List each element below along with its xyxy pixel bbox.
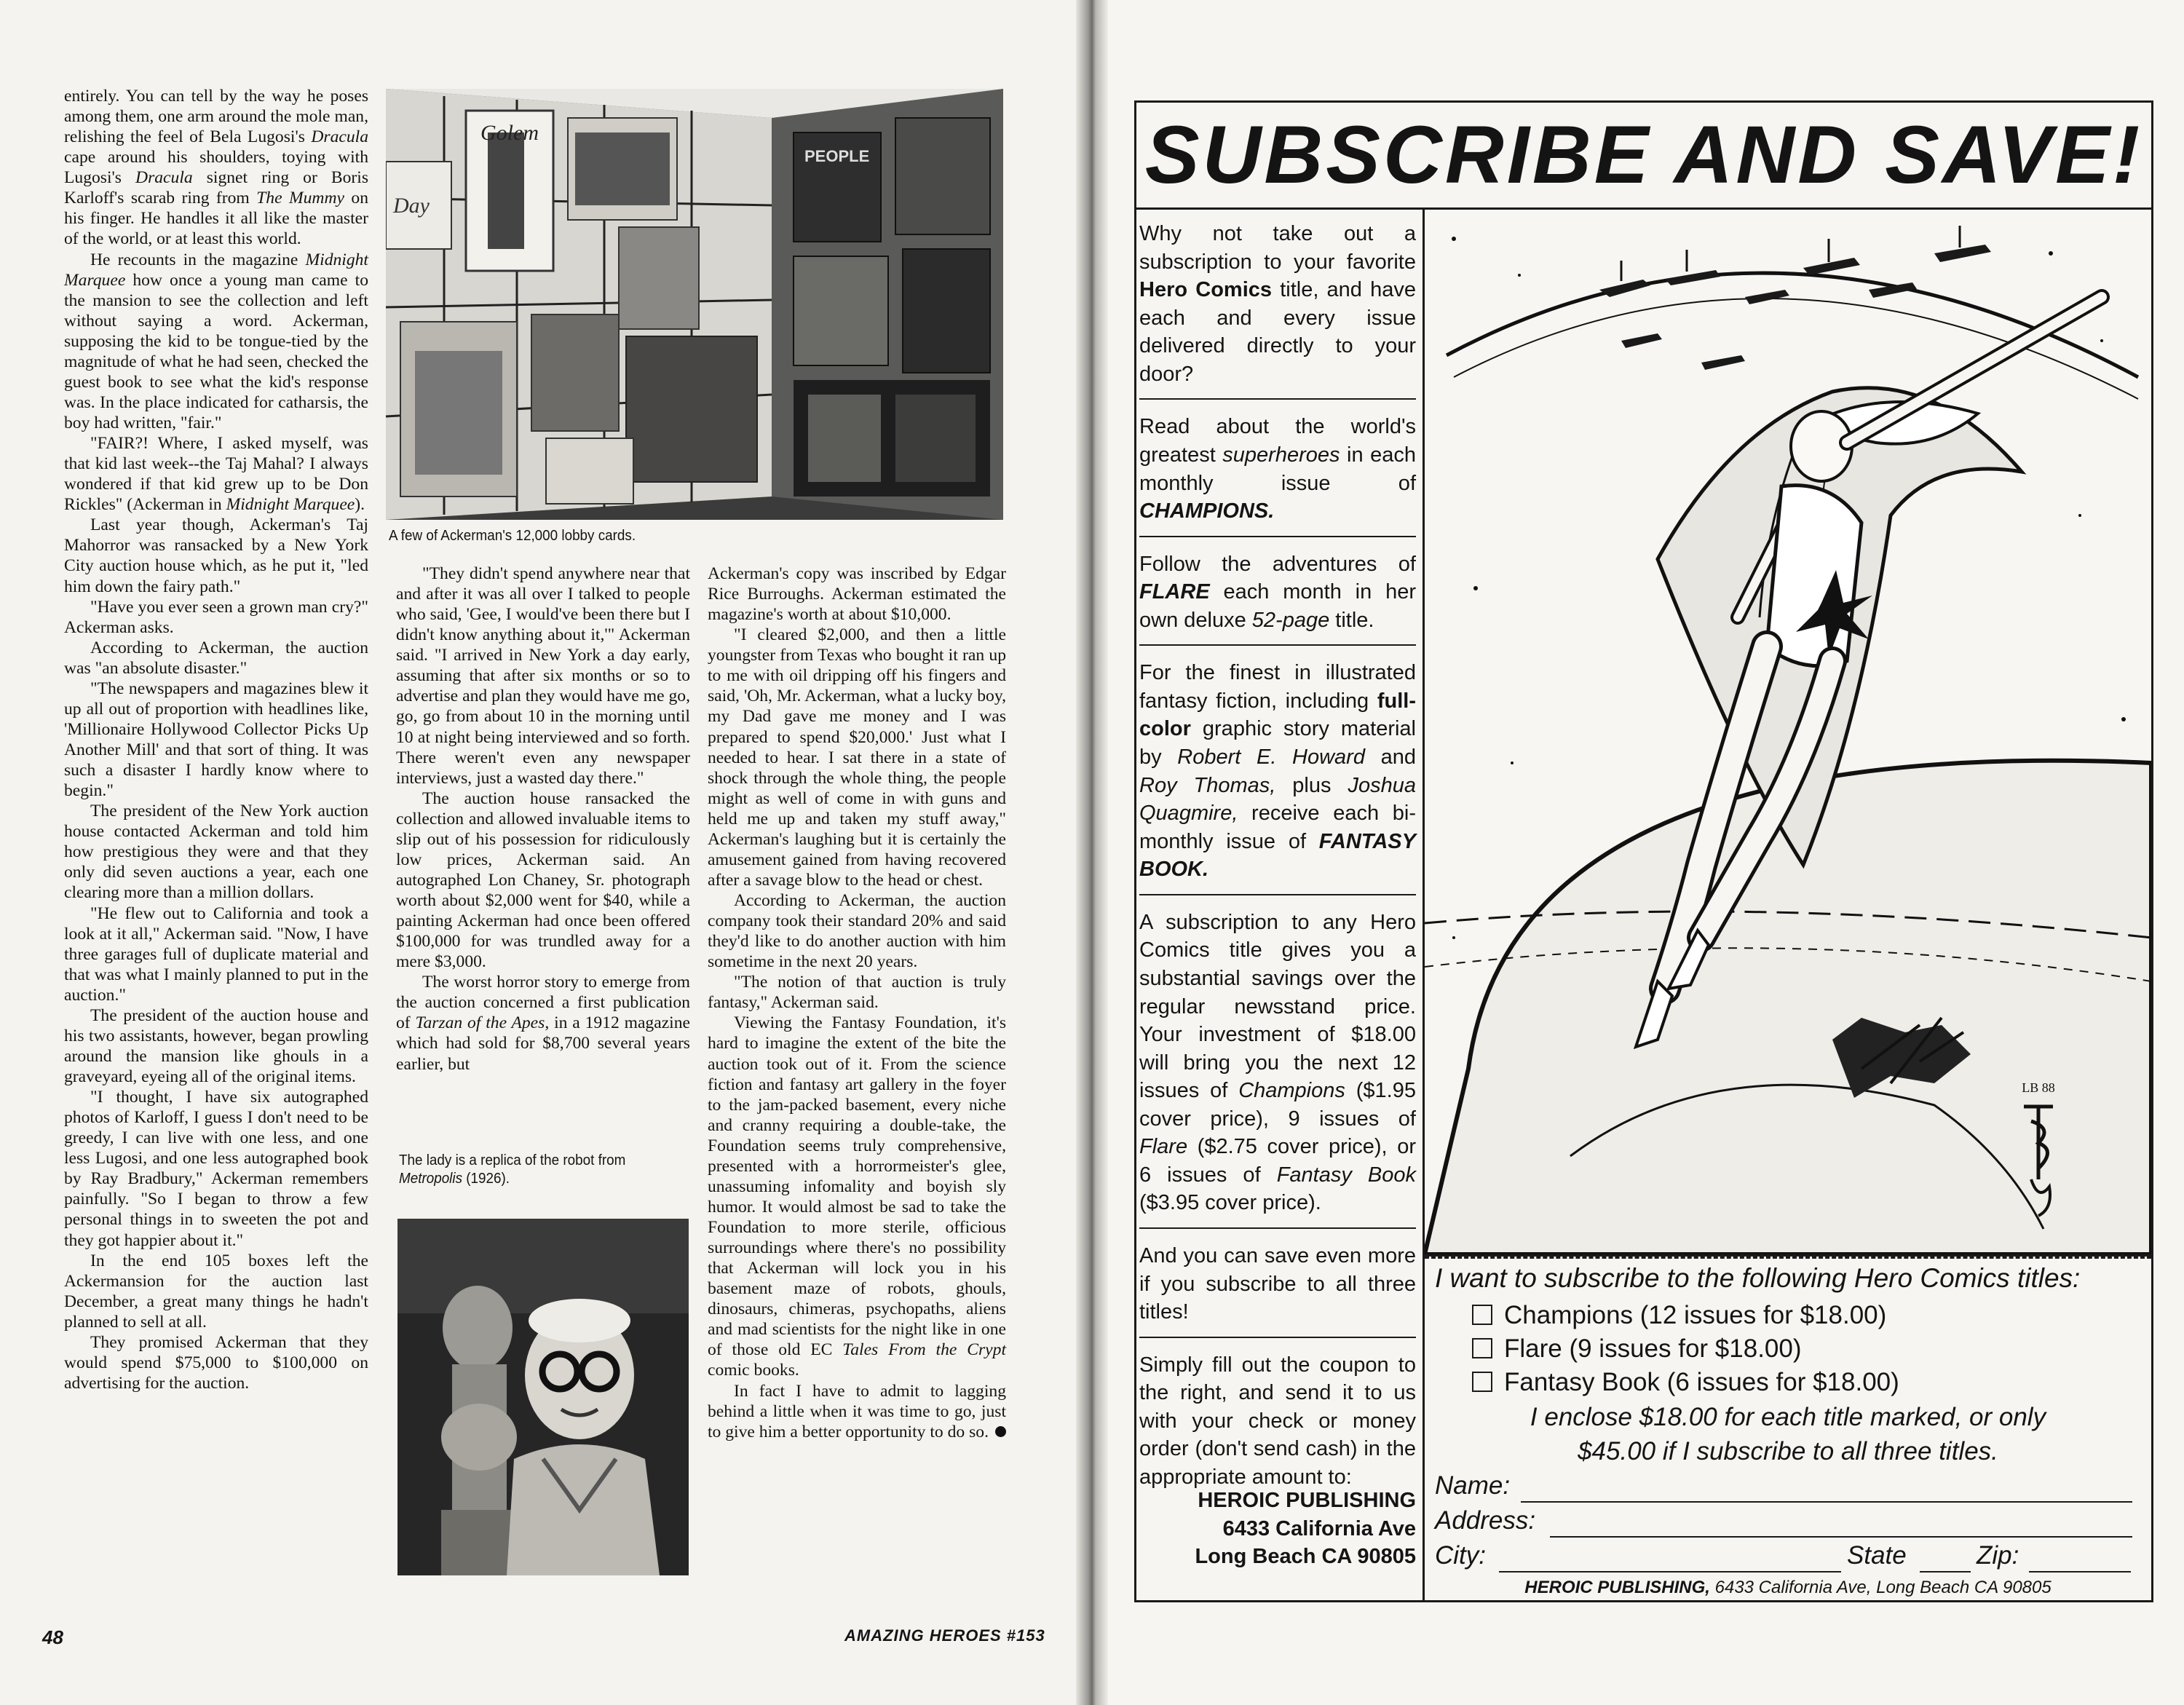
city-label: City: [1435, 1541, 1486, 1570]
article-paragraph: Viewing the Fantasy Foundation, it's hard to imagine the extent of the bite the auction took out of it. From the science fiction and fantasy art gallery in the foyer to the jam-packed basement, every niche and cranny requiring a double-take, the Foundation seems truly comprehensive, presented with a horrormeister's glee, unassuming infomality and boyish sly humor. It would almost be sad to take the Foundation to more sterile, officious surroundings where there's no possibility that Ackerman will lock you in his basement maze of robots, ghouls, dinosaurs, chimeras, psychopaths, aliens and mad scientists for the night like in one of those old EC Tales From the Crypt comic books. [708, 1013, 1006, 1380]
article-column-1 [64, 86, 368, 1393]
address-line: 6433 California Ave [1222, 1516, 1416, 1540]
ad-copy-segment: A subscription to any Hero Comics title gives you a substantial savings over the regular newsstand price. Your investment of $18.00 will bring you the next 12 issues of [1139, 910, 1416, 1103]
article-paragraph: They promised Ackerman that they would spend $75,000 to $100,000 on advertising for the auction. [64, 1332, 368, 1393]
ad-mailing-address [1139, 1487, 1416, 1571]
coupon-enclose-text [1425, 1401, 2151, 1468]
ad-copy-block [1139, 1347, 1416, 1502]
article-paragraph: "The newspapers and magazines blew it up all out of proportion with headlines like, 'Millionaire Hollywood Collector Picks Up Another Mill' and that sort of thing. It was such a disaster I hardly know where to begin." [64, 679, 368, 801]
ad-copy-segment: full-color [1139, 689, 1416, 741]
article-paragraph: "I thought, I have six autographed photos of Karloff, I guess I don't need to be greedy, I can live with one less, and one less Lugosi, and one less autographed book by Ray Bradbury," Ackerman remembers painfully. "So I began to throw a few personal things in to sweeten the pot and they got happier about it." [64, 1088, 368, 1250]
ad-copy-segment: And you can save even more if you subscribe to all three titles! [1139, 1244, 1416, 1324]
article-paragraph: "FAIR?! Where, I asked myself, was that kid last week--the Taj Mahal? I always wondered if that kid grew up to be Don Rickles" (Ackerman in Midnight Marquee). [64, 434, 368, 515]
ad-copy-segment: For the finest in illustrated fantasy fiction, including [1139, 661, 1416, 713]
zip-field[interactable] [2029, 1571, 2131, 1573]
ad-copy-segment: Robert E. Howard [1177, 745, 1365, 769]
ad-copy-segment: Read about the world's greatest [1139, 415, 1416, 467]
article-paragraph: In fact I have to admit to lagging behind a little when it was time to go, just to give him a better opportunity to do so. [708, 1381, 1006, 1441]
lobby-cards-caption: A few of Ackerman's 12,000 lobby cards. [389, 527, 636, 544]
ad-copy-segment: 52-page [1251, 608, 1330, 632]
option-label: Champions (12 issues for $18.00) [1504, 1301, 1887, 1329]
enclose-line-2: $45.00 if I subscribe to all three titles. [1578, 1436, 1998, 1465]
lobby-cards-photo [386, 89, 1003, 520]
article-paragraph: In the end 105 boxes left the Ackermansion for the auction last December, a great many things he hadn't planned to sell at all. [64, 1251, 368, 1332]
article-column-3 [708, 563, 1006, 1442]
robot-photo [397, 1219, 689, 1575]
city-field[interactable] [1499, 1571, 1841, 1573]
footer-publisher: HEROIC PUBLISHING, [1524, 1578, 1710, 1597]
enclose-line-1: I enclose $18.00 for each title marked, or only [1530, 1403, 2046, 1431]
ad-copy-segment: FLARE [1139, 580, 1210, 604]
ad-copy-segment: title. [1329, 608, 1374, 632]
robot-caption [399, 1152, 680, 1187]
page-number: 48 [42, 1626, 63, 1648]
robot-caption-text: The lady is a replica of the robot from Metropolis (1926). [399, 1152, 626, 1187]
poster-label-golem: Golem [480, 121, 539, 145]
option-champions[interactable] [1472, 1301, 1886, 1330]
state-field[interactable] [1920, 1571, 1971, 1573]
checkbox-champions[interactable] [1472, 1305, 1492, 1325]
address-line: Long Beach CA 90805 [1195, 1545, 1416, 1569]
zip-label: Zip: [1977, 1541, 2019, 1570]
ad-copy-block [1139, 546, 1416, 646]
ad-headline: SUBSCRIBE AND SAVE! [1134, 100, 2153, 210]
ad-copy-segment: and [1364, 745, 1416, 769]
option-flare[interactable] [1472, 1334, 1802, 1364]
address-line: HEROIC PUBLISHING [1198, 1489, 1416, 1512]
end-of-article-bullet [995, 1426, 1006, 1437]
ad-copy-segment: Follow the adventures of [1139, 552, 1416, 576]
ad-copy-segment: each month in her own deluxe [1139, 580, 1416, 632]
name-label: Name: [1435, 1471, 1511, 1500]
ad-copy-segment: receive each bi-monthly issue of [1139, 802, 1416, 853]
ad-copy-segment: CHAMPIONS. [1139, 499, 1275, 523]
poster-label-day: Day [393, 194, 430, 218]
article-paragraph: The president of the auction house and his two assistants, however, began prowling around the mansion like ghouls in a graveyard, eyeing all of the original items. [64, 1005, 368, 1086]
ad-copy-segment: ($2.75 cover price), or 6 issues of [1139, 1135, 1416, 1187]
checkbox-fantasy-book[interactable] [1472, 1372, 1492, 1392]
ad-copy-segment: ($3.95 cover price). [1139, 1191, 1321, 1215]
ad-copy-segment: Fantasy Book [1276, 1163, 1416, 1187]
ad-copy-block [1139, 1238, 1416, 1338]
ad-copy-segment: title, and have each and every issue delivered directly to your door? [1139, 278, 1416, 386]
ad-copy-segment: in each monthly issue of [1139, 443, 1416, 495]
coupon-footer [1425, 1578, 2151, 1598]
ad-copy-segment: ($1.95 cover price), 9 issues of [1139, 1079, 1416, 1131]
ad-copy-segment: Flare [1139, 1135, 1188, 1159]
ad-copy-block [1139, 408, 1416, 537]
page-gutter [1076, 0, 1108, 1705]
running-foot: AMAZING HEROES #153 [844, 1626, 1045, 1645]
article-paragraph: Ackerman's copy was inscribed by Edgar Rice Burroughs. Ackerman estimated the magazine's worth at about $10,000. [708, 564, 1006, 625]
ad-copy-block [1139, 215, 1416, 400]
coupon-intro: I want to subscribe to the following Hero Comics titles: [1435, 1263, 2081, 1293]
artist-signature [2009, 1077, 2068, 1223]
address-label: Address: [1435, 1506, 1536, 1535]
article-paragraph: The worst horror story to emerge from the auction concerned a first publication of Tarzan of the Apes, in a 1912 magazine which had sold for $8,700 several years earlier, but [396, 973, 690, 1074]
article-paragraph: According to Ackerman, the auction was "an absolute disaster." [64, 638, 368, 678]
ad-copy-segment: Champions [1238, 1079, 1345, 1103]
ad-copy-segment: plus [1275, 773, 1348, 797]
article-paragraph: "Have you ever seen a grown man cry?" Ackerman asks. [64, 597, 368, 637]
ad-copy [1139, 215, 1416, 1511]
ad-copy-block [1139, 654, 1416, 895]
article-paragraph: Last year though, Ackerman's Taj Mahorror was ransacked by a New York City auction house which, as he put it, "led him down the fairy path." [64, 515, 368, 596]
footer-address: 6433 California Ave, Long Beach CA 90805 [1709, 1578, 2052, 1597]
article-paragraph: entirely. You can tell by the way he poses among them, one arm around the mole man, relishing the feel of Bela Lugosi's Dracula cape around his shoulders, toying with Lugosi's Dracula signet ring or Boris Karloff's scarab ring from The Mummy on his finger. He handles it all like the master of the world, or at least this world. [64, 87, 368, 249]
option-fantasy-book[interactable] [1472, 1368, 1899, 1397]
ad-copy-segment: graphic story material by [1139, 717, 1416, 769]
option-label: Fantasy Book (6 issues for $18.00) [1504, 1368, 1899, 1396]
article-paragraph: According to Ackerman, the auction company took their standard 20% and said they'd like to do another auction with him sometime in the next 20 years. [708, 891, 1006, 972]
ad-copy-segment: FANTASY BOOK. [1139, 829, 1416, 882]
artist-signature-text: LB 88 [2022, 1080, 2055, 1095]
state-label: State [1847, 1541, 1907, 1570]
ad-copy-segment: Roy Thomas, [1139, 773, 1276, 797]
article-paragraph: The auction house ransacked the collection and allowed invaluable items to slip out of his possession for ridiculously low prices, Ackerman said. An autographed Lon Chaney, Sr. photograph worth about $2,000 went for $40, while a painting Ackerman had once been offered $100,000 for was trundled away for a mere $3,000. [396, 788, 690, 972]
option-label: Flare (9 issues for $18.00) [1504, 1334, 1802, 1363]
article-paragraph: "They didn't spend anywhere near that and after it was all over I talked to people who said, 'Gee, I would've been there but I didn't know anything about it,'" Ackerman said. "I arrived in New York a day early, assuming that after six months or so to advertise and plan they would have me go, go, go from about 10 in the morning until 10 at night being interviewed and so forth. There weren't even any newspaper interviews, just a wasted day there." [396, 564, 690, 788]
article-paragraph: He recounts in the magazine Midnight Marquee how once a young man came to the mansion to see the collection and left without saying a word. Ackerman, supposing the kid to be tongue-tied by the magnitude of what he had seen, checked the guest book to see what the kid's response was. In the place indicated for catharsis, the boy had written, "fair." [64, 250, 368, 432]
poster-label-people: PEOPLE [804, 147, 870, 165]
ad-copy-segment: Simply fill out the coupon to the right, and send it to us with your check or money order (don't send cash) in the appropriate amount to: [1139, 1353, 1416, 1489]
ad-copy-segment: Joshua Quagmire, [1139, 773, 1416, 826]
ad-copy-segment: Why not take out a subscription to your favorite [1139, 222, 1416, 274]
address-field[interactable] [1550, 1536, 2132, 1538]
article-column-2 [396, 563, 690, 1075]
name-field[interactable] [1521, 1501, 2132, 1503]
checkbox-flare[interactable] [1472, 1338, 1492, 1358]
subscription-coupon [1425, 1257, 2151, 1602]
ad-copy-block [1139, 904, 1416, 1229]
article-paragraph: "He flew out to California and took a look at it all," Ackerman said. "Now, I have three garages full of duplicate material and that was what I mainly planned to put in the auction." [64, 903, 368, 1005]
article-paragraph: "The notion of that auction is truly fantasy," Ackerman said. [708, 973, 1006, 1013]
ad-copy-segment: superheroes [1222, 443, 1340, 467]
article-paragraph: "I cleared $2,000, and then a little youngster from Texas who bought it ran up to me with oil dripping off his fingers and said, 'Oh, Mr. Ackerman, what a lucky boy, my Dad gave me money and I was prepared to spend $20,000.' Just what I needed to hear. I sat there in a state of shock through the whole thing, the people might as well of come in with guns and held me up and taken my stuff away," Ackerman's laughing but it is certainly the amusement gained from having recovered after a savage blow to the head or chest. [708, 625, 1006, 890]
ad-copy-segment: Hero Comics [1139, 278, 1273, 302]
article-paragraph: The president of the New York auction house contacted Ackerman and told him how prestigious they were and that they only did seven auctions a year, each one clearing more than a million dollars. [64, 802, 368, 903]
